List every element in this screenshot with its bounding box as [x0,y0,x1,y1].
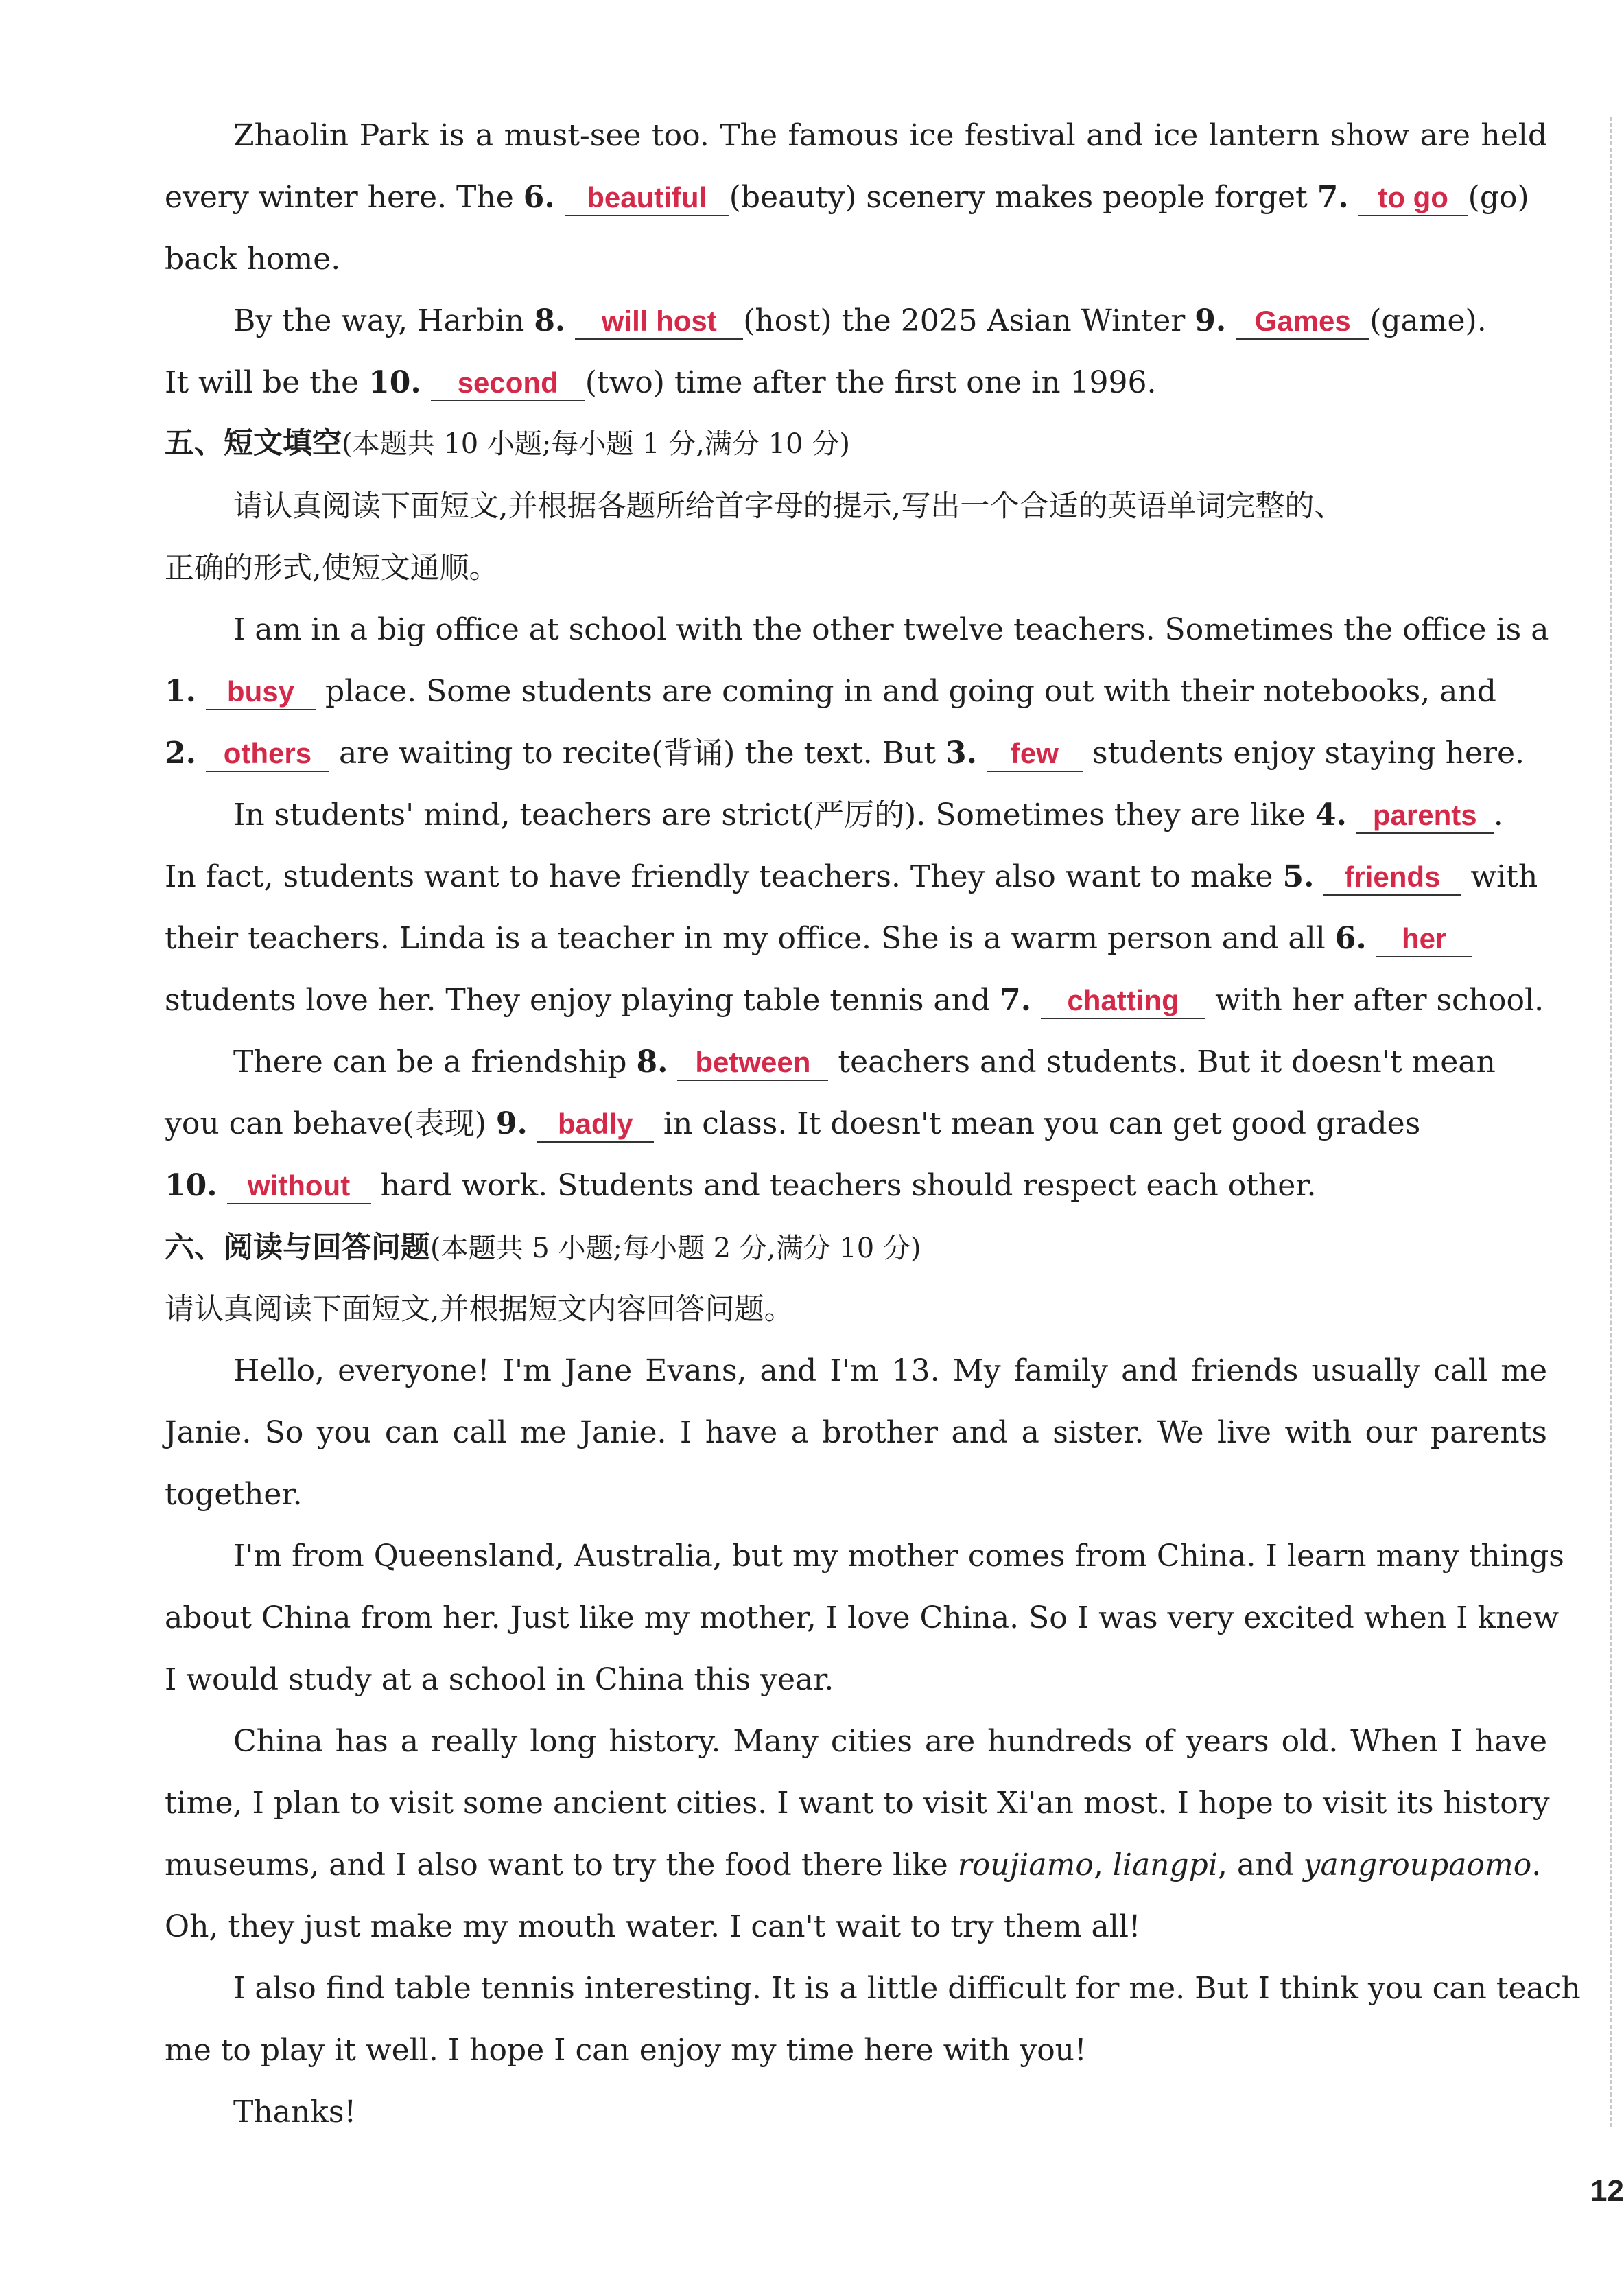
answer-blank: busy [206,675,316,710]
text-line: 1. busy place. Some students are coming in and going out with their notebooks, and [165,674,1496,709]
text-line: museums, and I also want to try the food there like roujiamo, liangpi, and yangroupaomo. [165,1847,1542,1882]
text-line: Janie. So you can call me Janie. I have a brother and a sister. We live with our parents [165,1415,1547,1450]
answer-blank: without [227,1169,371,1204]
text-line: Thanks! [233,2095,357,2130]
text-line: time, I plan to visit some ancient cities. I want to visit Xi'an most. I hope to visit its history [165,1786,1550,1821]
answer-blank: second [431,366,585,401]
answer-blank: chatting [1041,983,1205,1019]
text-line: There can be a friendship 8. between teachers and students. But it doesn't mean [233,1045,1496,1080]
answer-blank: friends [1323,860,1461,896]
text-line: Hello, everyone! I'm Jane Evans, and I'm 13. My family and friends usually call me [233,1353,1547,1388]
text-line: their teachers. Linda is a teacher in my office. She is a warm person and all 6. her [165,918,1547,959]
answer-blank: badly [537,1107,654,1143]
section-heading: 五、短文填空(本题共 10 小题;每小题 1 分,满分 10 分) [165,426,850,460]
text-line: back home. [165,242,341,277]
text-line: I also find table tennis interesting. It is a little difficult for me. But I think you can teach [233,1971,1581,2006]
text-line: students love her. They enjoy playing table tennis and 7. chatting with her after school. [165,983,1544,1018]
instruction: 请认真阅读下面短文,并根据短文内容回答问题。 [165,1292,794,1327]
answer-blank: her [1376,922,1472,957]
answer-blank: parents [1356,798,1494,834]
answer-blank: beautiful [565,180,729,216]
text-line: I am in a big office at school with the other twelve teachers. Sometimes the office is a [233,612,1549,647]
text-line: I would study at a school in China this year. [165,1662,834,1697]
text-line: 10. without hard work. Students and teachers should respect each other. [165,1168,1317,1203]
text-line: Zhaolin Park is a must-see too. The famous ice festival and ice lantern show are held [233,118,1547,153]
text-line: 2. others are waiting to recite(背诵) the text. But 3. few students enjoy staying here. [165,736,1525,771]
text-line: In fact, students want to have friendly teachers. They also want to make 5. friends with [165,859,1538,894]
instruction: 请认真阅读下面短文,并根据各题所给首字母的提示,写出一个合适的英语单词完整的、 [233,489,1344,524]
text-line: me to play it well. I hope I can enjoy my time here with you! [165,2033,1087,2068]
binding-edge-rule [1610,117,1612,2127]
text-line: you can behave(表现) 9. badly in class. It doesn't mean you can get good grades [165,1106,1421,1141]
answer-blank: few [987,736,1083,772]
text-line: every winter here. The 6. beautiful (beauty) scenery makes people forget 7. to go (go) [165,180,1529,215]
text-line: In students' mind, teachers are strict(严厉的). Sometimes they are like 4. parents . [233,797,1503,832]
page-number: 12 [1590,2174,1624,2208]
text-line: China has a really long history. Many cities are hundreds of years old. When I have [233,1724,1547,1759]
answer-blank: Games [1236,304,1369,340]
section-heading: 六、阅读与回答问题(本题共 5 小题;每小题 2 分,满分 10 分) [165,1230,921,1265]
text-line: about China from her. Just like my mother, I love China. So I was very excited when I knew [165,1600,1560,1635]
instruction: 正确的形式,使短文通顺。 [165,551,499,585]
text-line: I'm from Queensland, Australia, but my mother comes from China. I learn many things [233,1539,1564,1574]
answer-blank: to go [1358,180,1468,216]
text-line: It will be the 10. second (two) time after the first one in 1996. [165,365,1157,400]
text-line: together. [165,1477,303,1512]
text-line: Oh, they just make my mouth water. I can't wait to try them all! [165,1909,1141,1944]
answer-blank: others [206,736,329,772]
answer-blank: will host [575,304,743,340]
answer-blank: between [677,1045,828,1081]
text-line: By the way, Harbin 8. will host (host) the 2025 Asian Winter 9. Games (game). [233,303,1487,338]
